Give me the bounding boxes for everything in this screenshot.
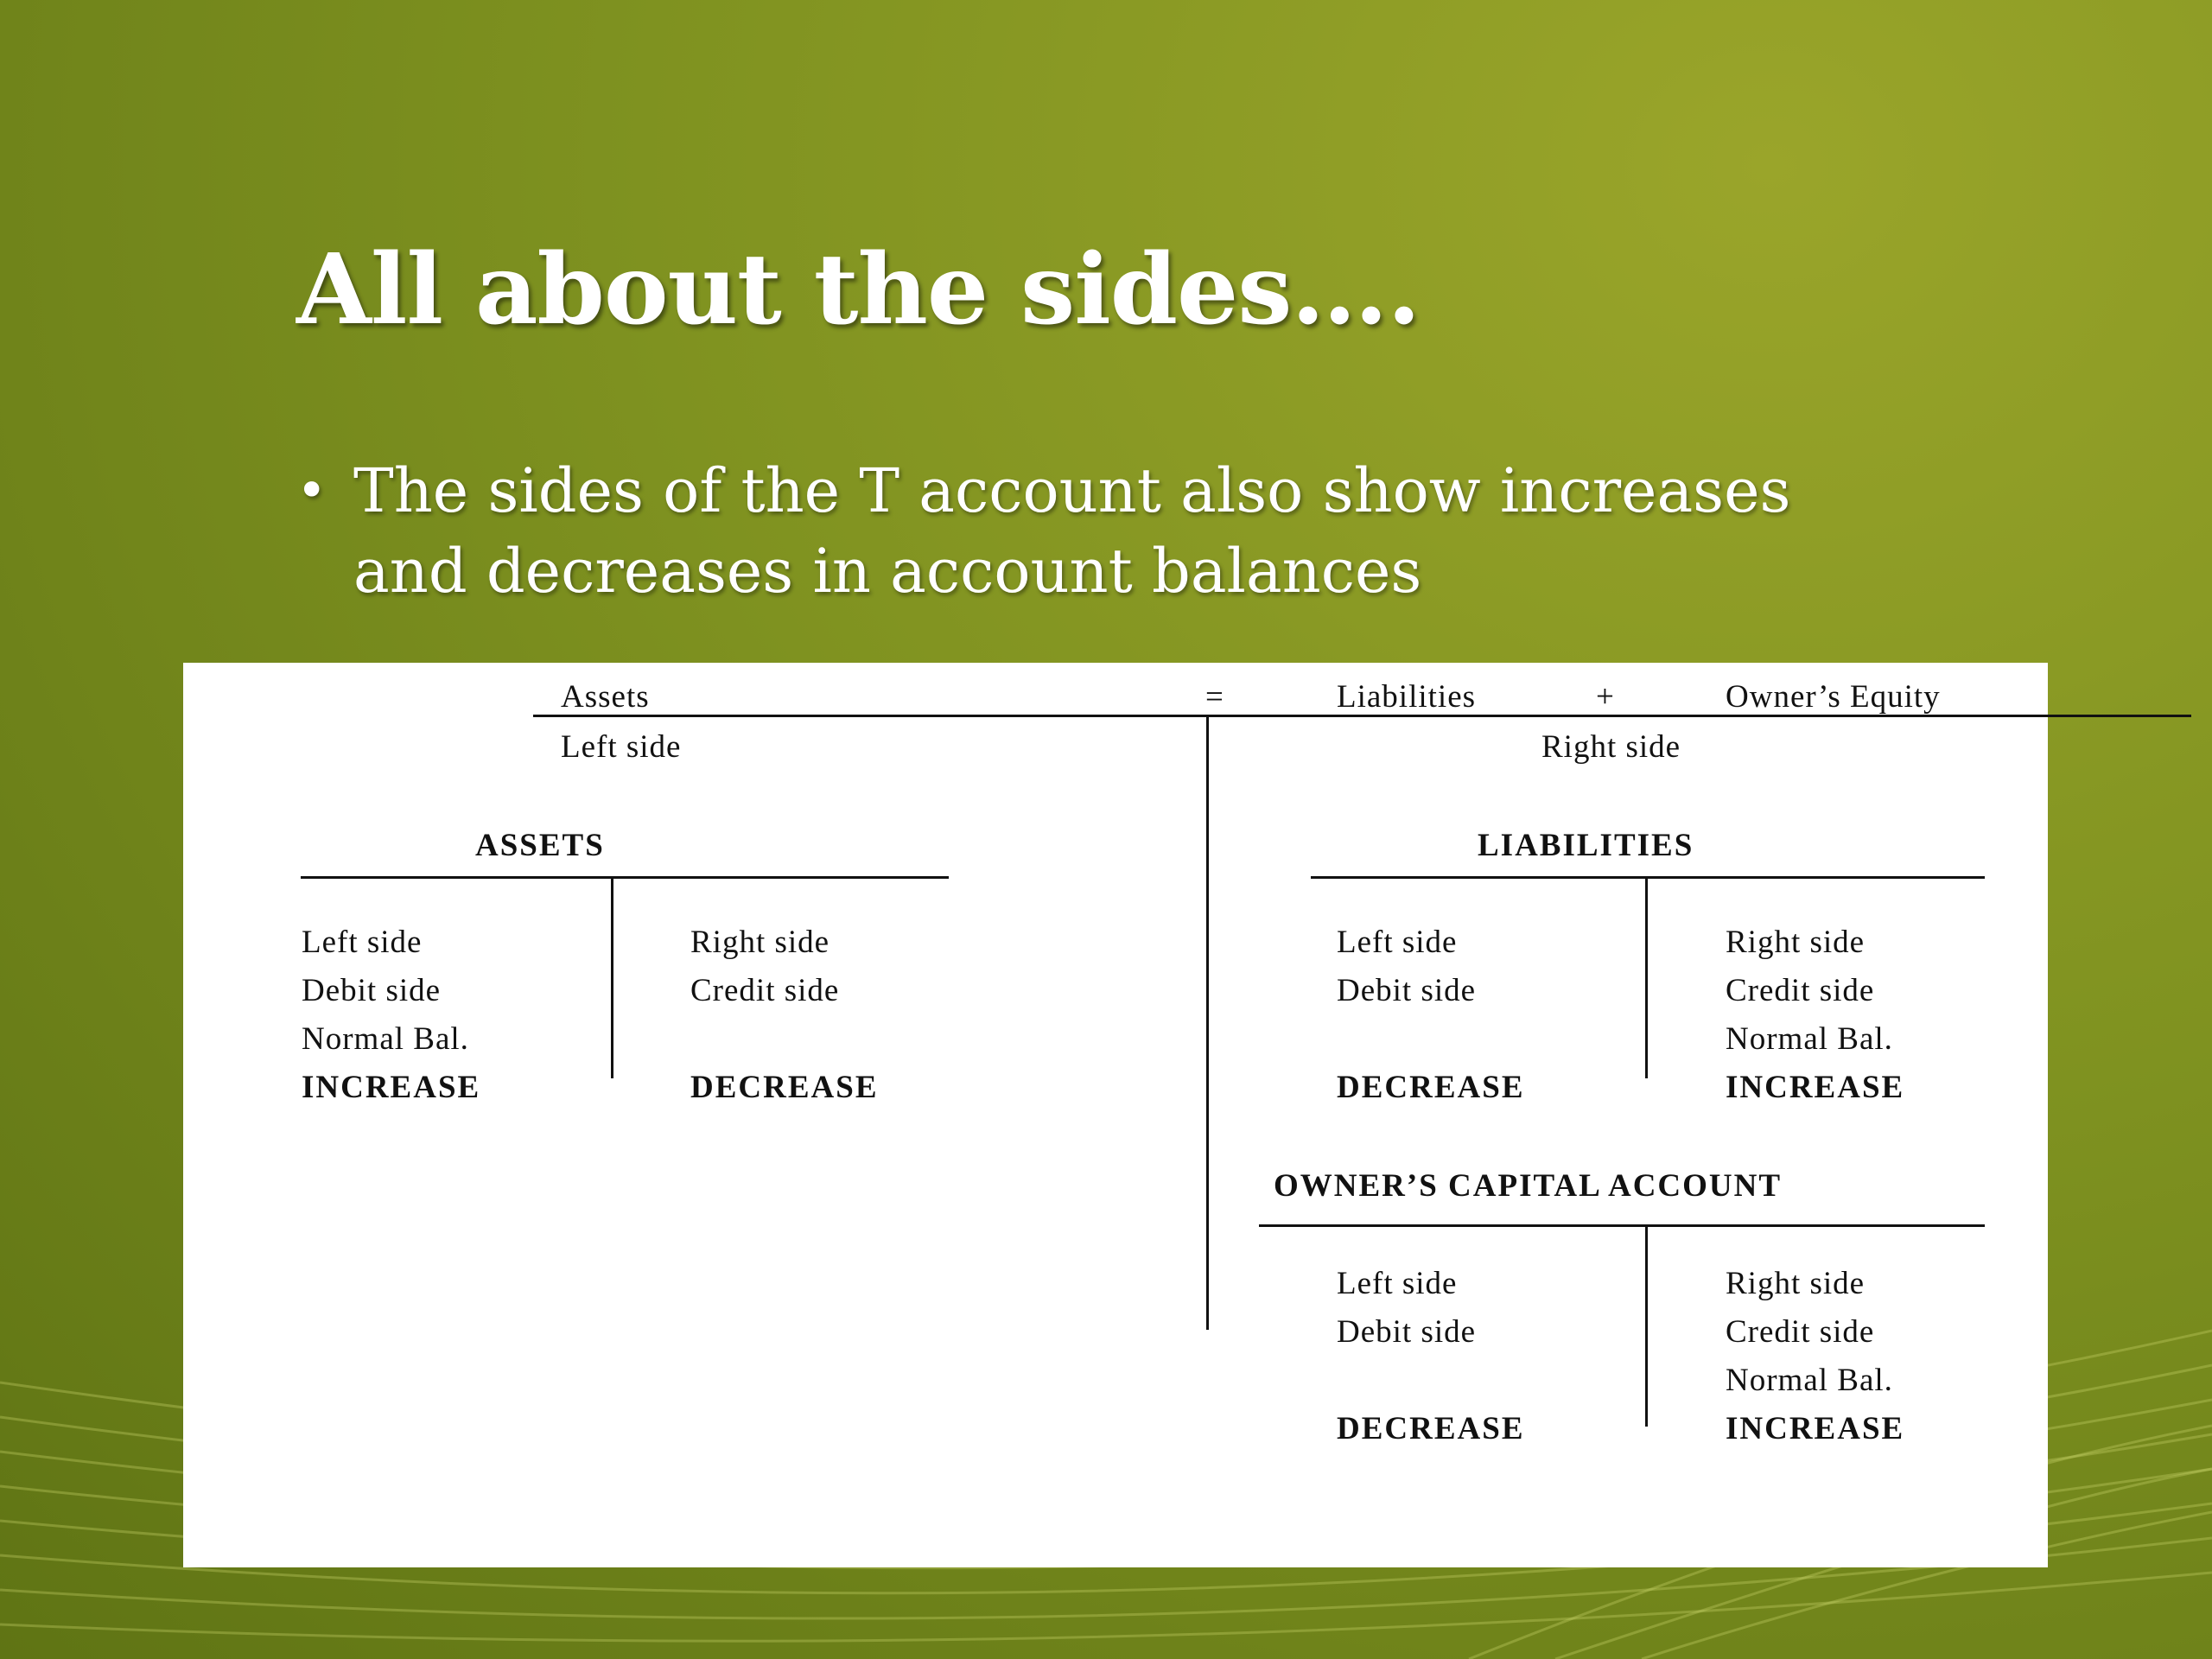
equation-liabilities: Liabilities bbox=[1337, 679, 1477, 715]
liabilities-normal-balance-label: Normal Bal. bbox=[1726, 1021, 1893, 1057]
assets-left-label: Left side bbox=[302, 925, 423, 960]
liabilities-account-title: LIABILITIES bbox=[1478, 828, 1694, 863]
assets-increase-label: INCREASE bbox=[302, 1070, 481, 1105]
equation-left-side: Left side bbox=[561, 729, 682, 765]
liabilities-decrease-label: DECREASE bbox=[1337, 1070, 1525, 1105]
bullet-text: The sides of the T account also show increases and decreases in account balances bbox=[353, 455, 1791, 607]
capital-debit-label: Debit side bbox=[1337, 1314, 1477, 1350]
liabilities-credit-label: Credit side bbox=[1726, 973, 1875, 1008]
assets-normal-balance-label: Normal Bal. bbox=[302, 1021, 469, 1057]
equation-vertical-line bbox=[1206, 715, 1209, 1330]
equation-assets: Assets bbox=[561, 679, 650, 715]
capital-credit-label: Credit side bbox=[1726, 1314, 1875, 1350]
capital-t-horizontal-line bbox=[1259, 1224, 1985, 1227]
assets-right-label: Right side bbox=[690, 925, 830, 960]
liabilities-left-label: Left side bbox=[1337, 925, 1458, 960]
equation-plus: + bbox=[1596, 679, 1615, 715]
capital-right-label: Right side bbox=[1726, 1266, 1866, 1301]
capital-account-title: OWNER’S CAPITAL ACCOUNT bbox=[1274, 1168, 1783, 1204]
assets-debit-label: Debit side bbox=[302, 973, 442, 1008]
bullet-marker: • bbox=[296, 461, 327, 521]
capital-increase-label: INCREASE bbox=[1726, 1411, 1905, 1446]
assets-t-vertical-line bbox=[611, 876, 613, 1078]
liabilities-right-label: Right side bbox=[1726, 925, 1866, 960]
equation-horizontal-line bbox=[533, 715, 2191, 717]
capital-normal-balance-label: Normal Bal. bbox=[1726, 1363, 1893, 1398]
assets-decrease-label: DECREASE bbox=[690, 1070, 879, 1105]
equation-right-side: Right side bbox=[1541, 729, 1681, 765]
assets-account-title: ASSETS bbox=[475, 828, 605, 863]
slide-title: All about the sides…. bbox=[296, 233, 1421, 346]
assets-credit-label: Credit side bbox=[690, 973, 840, 1008]
equation-equals: = bbox=[1205, 679, 1224, 715]
capital-left-label: Left side bbox=[1337, 1266, 1458, 1301]
t-account-diagram bbox=[183, 663, 2048, 1567]
liabilities-increase-label: INCREASE bbox=[1726, 1070, 1905, 1105]
liabilities-t-horizontal-line bbox=[1311, 876, 1985, 879]
bullet-point bbox=[296, 451, 1852, 612]
liabilities-t-vertical-line bbox=[1645, 876, 1648, 1078]
assets-t-horizontal-line bbox=[301, 876, 949, 879]
capital-t-vertical-line bbox=[1645, 1224, 1648, 1427]
equation-equity: Owner’s Equity bbox=[1726, 679, 1941, 715]
capital-decrease-label: DECREASE bbox=[1337, 1411, 1525, 1446]
liabilities-debit-label: Debit side bbox=[1337, 973, 1477, 1008]
